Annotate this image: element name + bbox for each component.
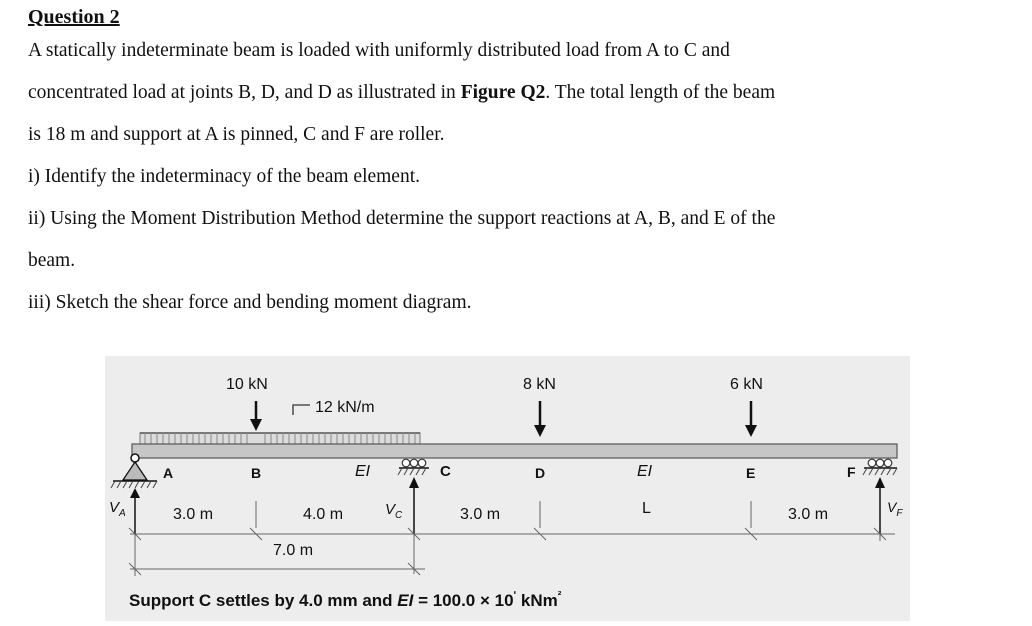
- dim-ab: 3.0 m: [173, 506, 214, 523]
- dim-cd: 3.0 m: [460, 506, 501, 523]
- beam: [132, 444, 897, 458]
- udl-label: 12 kN/m: [315, 399, 375, 416]
- load-d-label: 8 kN: [523, 376, 556, 393]
- load-b-label: 10 kN: [226, 376, 268, 393]
- support-a-pin: [111, 454, 157, 488]
- load-d-arrow: [534, 401, 546, 437]
- ei-label-left: EI: [355, 463, 371, 480]
- reaction-f-label: $V_F$: [887, 499, 903, 519]
- figure-q2: [105, 356, 910, 621]
- dim-bc: 4.0 m: [303, 506, 344, 523]
- dimension-lines: [129, 501, 895, 576]
- length-symbol: L: [642, 500, 651, 517]
- load-e-label: 6 kN: [730, 376, 763, 393]
- load-e-arrow: [745, 401, 757, 437]
- intro-line-2: [28, 72, 1008, 114]
- joint-a-label: A: [163, 465, 174, 481]
- intro-line-3: is 18 m and support at A is pinned, C and F are roller.: [28, 124, 445, 145]
- figure-reference: Figure Q2: [460, 82, 546, 103]
- joint-d-label: D: [535, 465, 546, 481]
- item-ii: ii) Using the Moment Distribution Method determine the support reactions at A, B, and E of the: [28, 208, 776, 229]
- reaction-f-arrow: [875, 477, 885, 534]
- beam-diagram: [105, 356, 910, 621]
- udl-hatch: [140, 433, 420, 444]
- load-b-arrow: [250, 401, 262, 431]
- question-text: [28, 4, 1008, 324]
- ei-label-right: EI: [637, 463, 653, 480]
- support-f-roller: [863, 459, 897, 475]
- joint-f-label: F: [847, 464, 856, 480]
- reaction-a-arrow: [130, 488, 140, 534]
- item-iii: iii) Sketch the shear force and bending moment diagram.: [28, 292, 472, 313]
- joint-e-label: E: [746, 465, 756, 481]
- item-ii-cont: beam.: [28, 250, 76, 271]
- support-c-roller: [398, 459, 429, 475]
- reaction-c-label: $V_C$: [385, 501, 403, 521]
- joint-b-label: B: [251, 465, 262, 481]
- question-intro: [28, 30, 1008, 156]
- figure-caption: Support C settles by 4.0 mm and EI = $100.0 \times 10^ʹ$ kNm$^{^2}$: [129, 590, 562, 610]
- question-title: Question 2: [28, 6, 120, 28]
- intro-line-2-text: concentrated load at joints B, D, and D as illustrated in: [28, 82, 461, 103]
- intro-line-1: A statically indeterminate beam is loaded with uniformly distributed load from A to C and: [28, 40, 730, 61]
- item-i: i) Identify the indeterminacy of the beam element.: [28, 166, 421, 187]
- dim-ef: 3.0 m: [788, 506, 829, 523]
- dim-ac: 7.0 m: [273, 542, 314, 559]
- intro-line-2-tail: . The total length of the beam: [545, 82, 776, 103]
- udl-label-leader: [293, 405, 310, 415]
- reaction-c-arrow: [409, 477, 419, 534]
- reaction-a-label: $V_A$: [109, 499, 126, 519]
- joint-c-label: C: [440, 463, 451, 480]
